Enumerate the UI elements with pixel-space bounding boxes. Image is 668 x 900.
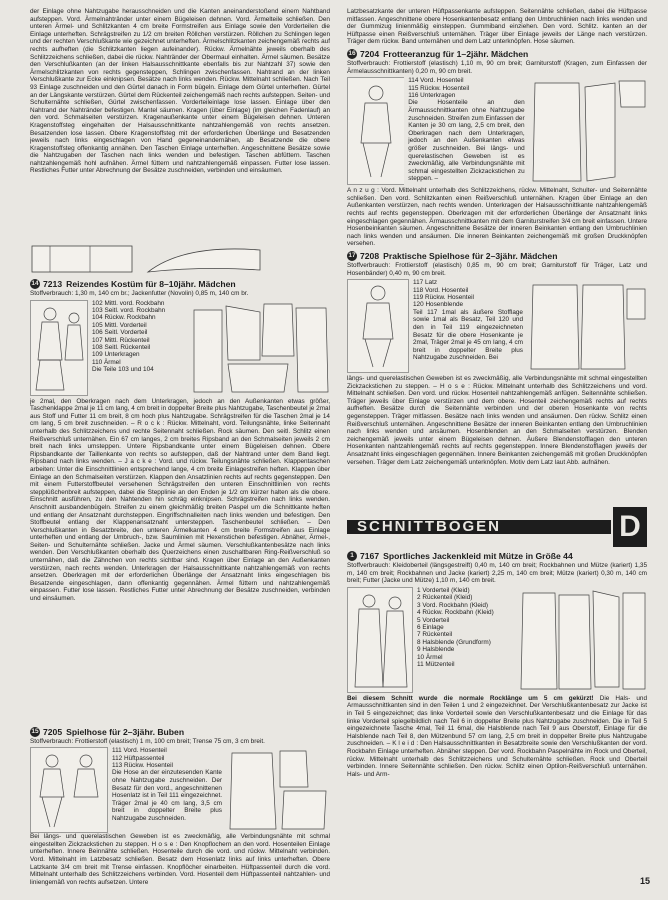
part-list bbox=[408, 77, 524, 99]
section-7213-heading bbox=[30, 279, 330, 289]
list-item: 104 Rückw. Rockbahn bbox=[92, 314, 156, 322]
left-column bbox=[30, 8, 330, 888]
section-7205-middle bbox=[112, 747, 222, 833]
list-item: 10 Ärmel bbox=[417, 653, 443, 661]
list-item: 115 Rückw. Hosenteil bbox=[408, 84, 470, 92]
costume-pattern-pieces bbox=[188, 300, 330, 396]
section-title: Reizendes Kostüm für 8–10jähr. Mädchen bbox=[66, 279, 236, 289]
list-item: 7 Rückenteil bbox=[417, 631, 453, 639]
part-list bbox=[112, 747, 222, 769]
right-column bbox=[347, 8, 647, 803]
section-7213-text: je 2mal, den Oberkragen nach dem Unterkragen, jedoch an den Außenkanten etwas größer, Taschenklappe 2mal je 11 cm lang, 4 cm breit in doppelter Breite plus Nahtzugabe, Taschenbeutel je 2mal aus Stoff und Futter 11 cm breit, 8 cm hoch plus Nahtzugabe. Schrägstreifen für die Taschen 2mal je 14 cm lang, 5 cm breit zuschneiden. – R o c k : Rückw. Mittelnaht, vord. Teilungsnähte, linke Seitennaht unterhalb des Schlitzzeichens und rechte Seitennaht schließen. Rock säumen. Den seitl. Schlitz einen Reißverschluß unternähen. Ein 67 cm langes, 2 cm breites Ripsband an den Schmalseiten jeweils 2 cm breit nach links umsteppen. Untere Ripsbandkante unter einem Bügeleisen dehnen. Obere Ripsbandkante der Taillenkante von rechts so aufsteppen, daß der Nahtrand unter dem Band liegt. Ripsband nach links wenden. – J a c k e : Vord. und rückw. Teilungsnähte schließen. Klappentaschen arbeiten: Unter die Einschnittlinien entsprechend lange, 4 cm breite Einlagestreifen heften. Klappen über Einlage an den Schmalseiten verstürzen. Klappen den Ansatzlinien rechts auf rechts gegensteppen. Den mit einem Futterstoffbeutel versehenen Schrägstreifen den unteren Einschnittlinien von rechts stepplüßchenbreit aufsteppen, dabei die Stepplinie an den Enden je 1/2 cm kürzer halten als die obere. Einschnitt ausführen, zu den Nahtenden hin schräg einknipsen. Schrägstreifen nach links wenden. Anschnitt ausbandenbügeln. Streifen zu einem gleichmäßig breiten Paspel um die Schnittkante heften und entlang der Ansatznaht durchsteppen. Eingriffschnalleiten nach links wenden und befestigen. Den Stoffbeutel entlang der Klappenansatznaht untersteppen. Taschenbeutel schließen. – Den Verschlußkanten in Besatzbreite, den unteren Ärmelkanten 4 cm breite Formstreifen aus Einlage unterheften und entlang der Umbruch-, bzw. Saumlinien mit Hexenstichen befestigen. Abnäher, Ärmel-, Seiten- und Schulternähte schließen. Jacke und Ärmel säumen. Verschlußkantenbesätze nach links wenden. Den Verschlußkanten oberhalb des Querzeichens einen zuschaltbaren Ring-Reißverschluß so unternähen, daß die Zähnchen von rechts sichtbar sind. Kragen über Einlage an den Außenkanten verstürzen, nach rechts wenden. Unterkragen der Halsausschnittkante nahtzahlengemäß von rechts ansetzen. Oberkragen mit der erforderlichen Überlänge der Ansatznaht links eingeschlagen bis Besatzende eingeschlagen, dann offenkantig gegennähen. Ärmel füttern und nahtzahlengemäß einpassen. Futter lose lassen. Restliches Futter unter Abrechnung der Besätze zuschneiden, verbinden und einsäumen. bbox=[30, 397, 330, 603]
section-text: Die Hosenteile an den Ärmausschnittkanten ohne Nahtzugabe zuschneiden. Streifen zum Einfassen der Kanten je 30 cm lang, 2,5 cm breit, den Oberkragen nach dem Unterkragen, jedoch an den Außenkanten etwas größer zuschneiden. Bei längs- und querelastischen Geweben ist es zweckmäßig, alle Verbindungsnähte mit schmal eingestellten Zickzackstichen zu steppen. – bbox=[408, 99, 525, 183]
section-highlight: Bei diesem Schnitt wurde die normale Rocklänge um 5 cm gekürzt! bbox=[347, 694, 594, 702]
list-item: 4 Rückw. Rockbahn (Kleid) bbox=[417, 609, 494, 617]
section-id: 7204 bbox=[360, 48, 380, 59]
costume-illustration bbox=[30, 300, 88, 396]
section-7205-text: Bei längs- und querelastischen Geweben ist es zweckmäßig, alle Verbindungsnähte mit schmal eingestellten Zickzackstichen zu steppen. H o s e : Den Knopflochern an den vord. Hosenteilen Einlage unterheften. Innere Beinnähte schließen. Hosenteile durch die vord. und rückw. Mittelnaht verbinden. Vord. Mittelnaht im Latzbesatz schließen. Besatz dem Hosenlatz links auf links unterheften. Obere Latzkante 3/4 cm breit mit Trense einfassen. Knopflöcher einarbeiten. Hüftpassenteil durch die vord. Mittelnaht unterhalb des Schlitzzeichens verbinden. Vord. Hosenteil dem Hüftpassenteil nahtzahlen- und liniengemäß von rechts aufsetzen. Untere bbox=[30, 833, 330, 886]
section-7208-middle bbox=[413, 279, 523, 375]
list-item: 114 Vord. Hosenteil bbox=[408, 77, 464, 85]
list-item: 116 Unterkragen bbox=[408, 91, 456, 99]
list-item: 109 Unterkragen bbox=[92, 351, 140, 359]
list-item: 108 Seitl. Rückenteil bbox=[92, 344, 151, 352]
collar-pattern-sketch bbox=[144, 242, 264, 276]
section-7204-heading bbox=[347, 49, 647, 59]
list-item: 105 Mittl. Vorderteil bbox=[92, 321, 147, 329]
section-7167-figure-row bbox=[347, 587, 647, 695]
section-7213-figure-row bbox=[30, 300, 330, 398]
part-list bbox=[413, 279, 523, 309]
section-7204-middle bbox=[408, 77, 524, 187]
play-pants-illustration bbox=[30, 747, 108, 833]
list-item: 2 Rückenteil (Kleid) bbox=[417, 594, 473, 602]
list-item: 111 Vord. Hosenteil bbox=[112, 747, 167, 755]
list-item: 1 Vorderteil (Kleid) bbox=[417, 586, 470, 594]
section-text: Teil 117 1mal als äußere Stofflage sowie 1mal als Besatz, Teil 120 und den in Teil 119 eingezeichneten Besatz für die obere Hosenkante je 2mal, Träger 2mal je 45 cm lang, 4 cm breit in doppelter Breite plus Nahtzugabe zuschneiden. Bei bbox=[413, 308, 523, 362]
section-7167-heading bbox=[347, 551, 647, 561]
section-7208-text: längs- und querelastischen Geweben ist es zweckmäßig, alle Verbindungsnähte mit schmal eingestellten Zickzackstichen zu steppen. – H o s e : Rückw. Mittelnaht unterhalb des Schlitzzeichens und vord. Mittelnaht schließen. Den vord. und rückw. Hosenteil nahtzahlengemäß anfügen. Seitennähte schließen. Träger jeweils über Einlage verstürzen und dem obere. Hosenteil zeichengemäß rechts auf rechts aufheften. Besätze durch die Seitennähte verbinden und der oberen Hosenkante von rechts gegensteppen. Träger mitfassen. Besätze nach links wenden und ansäumen. Den rückw. Schlitz einen Reißverschluß unternähen. Angeschnittene Besätze der inneren Beinkanten entlang den Umbruchlinien nach links wenden und ansäumen. Hosenblenden an den Schmalseiten verstürzen. Blenden zeichengemäß jeweils unter einem Bügeleisen dehnen. Äußere Blendenstofflagen den unteren Hosenkanten nahtzahlengemäß rechts auf rechts gegensteppen. Innere Blendenstofflagen jeweils der Ansatznaht links eingeschlagen gegennähen. Innere Beinkanten zeichengemäß mit großen Druckknöpfen versehen. Träger dem Latz zeichengemäß unterknöpfen. Motiv dem Latz laut Abb. aufnähen. bbox=[347, 375, 647, 466]
jacket-dress-pattern-pieces bbox=[519, 587, 647, 693]
section-supply: Stoffverbrauch: Frottierstoff (elastisch) 0,85 m, 90 cm breit; Garniturstoff für Träger, Latz und Hosenbänder) 0,40 m, 90 cm breit. bbox=[347, 261, 647, 277]
section-number-badge: 16 bbox=[348, 49, 356, 57]
list-item: 102 Mittl. vord. Rockbahn bbox=[92, 299, 165, 307]
banner-title: SCHNITTBOGEN bbox=[347, 520, 611, 534]
section-supply: Stoffverbrauch: 1,30 m, 140 cm br.; Jackenfutter (Novolin) 0,85 m, 140 cm br. bbox=[30, 290, 249, 297]
section-7205-heading bbox=[30, 727, 330, 737]
schnittbogen-banner bbox=[347, 507, 647, 547]
section-number-badge: 15 bbox=[31, 727, 39, 735]
section-7204-text: A n z u g : Vord. Mittelnaht unterhalb des Schlitzzeichens, rückw. Mittelnaht, Schulter- und Seitennähte schließen. Den vord. Schlitzkanten einen Reißverschluß unternähen. Kragen über Einlage an den Außenkanten verstürzen, nach rechts wenden. Unterkragen der Halsausschnittkante nahtzahlengemäß rechts auf rechts gegensteppen. Oberkragen mit der erforderlichen Überlänge der Ansatznaht links eingeschlagen gegennähen. Ärmausschnittkanten mit dem Garniturstreifen 3/4 cm breit einfassen. Untere Hosenbeinkanten säumen. Angeschnittene Besätze der inneren Beinkanten entlang den Umbruchlinien nach links wenden und ansäumen. Die inneren Beinkanten zeichengemäß mit großen Druckknöpfen versehen. bbox=[347, 187, 647, 248]
part-list bbox=[417, 587, 515, 695]
list-item: 11 Mützenteil bbox=[417, 660, 455, 668]
section-7204-figure-row bbox=[347, 77, 647, 187]
section-7167-text bbox=[347, 695, 647, 801]
list-item: 5 Vorderteil bbox=[417, 616, 450, 624]
section-7208-figure-row bbox=[347, 279, 647, 375]
section-id: 7167 bbox=[360, 551, 380, 562]
romper-pattern-pieces bbox=[529, 77, 647, 185]
list-item: 113 Rückw. Hosenteil bbox=[112, 762, 173, 769]
section-text: Die Hals- und Armausschnittkanten sind in den Teilen 1 und 2 eingezeichnet. Der Verschlußkantenbesatz zur Jacke ist in Teil 5 eingezeichnet; das linke Vorderteil sowie den Verschlußkantenbesatz und die Einlage für das linke Vorderteil spiegelbildlich nach Teil 6 in doppelter Breite plus Nahtzugabe zuschneiden. Die in Teil 5 eingezeichnete Tasche 4mal, Teil 11 6mal, die Halsblende nach Teil 9 aus Oberstoff, Einlage für die Halsblende nach Teil 8, den Mützenbund 57 cm lang, 2,5 cm breit in doppelter Breite plus Nahtzugabe zuschneiden. – K l e i d : Den Halsausschnittkanten in Besatzbreite sowie den Verschlußkanten der vord. Rockbahn Einlage unterheften. Abnäher steppen. Der vord. Rockbahn Paspelnähte im Rock und Oberteil, rückw. Mittelnaht unterhalb des Schlitzzeichens und Schulternähte schließen. Rock und Oberteil verbinden. Innere Seitennähte schließen. Den rückw. Schlitz einen Optilon-Reißverschluß unternähen. Hals- und Arm- bbox=[347, 694, 647, 778]
section-7205-figure-row bbox=[30, 747, 330, 833]
list-item: 107 Mittl. Rückenteil bbox=[92, 336, 150, 344]
section-text: Die Hose an der einzutesenden Kante ohne Nahtzugabe zuschneiden. Der Besatz für den vord., angeschnittenen Hosenlatz ist in Teil 111 eingezeichnet. Träger 2mal je 40 cm lang, 3,5 cm breit in doppelter Breite plus Nahtzugabe zuschneiden. bbox=[112, 769, 222, 822]
section-title: Sportliches Jackenkleid mit Mütze in Größe 44 bbox=[383, 551, 573, 562]
jacket-dress-illustration bbox=[347, 587, 413, 693]
pocket-sketch-row bbox=[30, 242, 330, 276]
list-item: 3 Vord. Rockbahn (Kleid) bbox=[417, 601, 489, 609]
list-item: 119 Rückw. Hosenteil bbox=[413, 293, 474, 301]
pocket-pattern-sketch bbox=[30, 242, 140, 276]
section-id: 7208 bbox=[360, 250, 380, 261]
list-item: 106 Seitl. Vorderteil bbox=[92, 329, 148, 337]
section-7208-heading bbox=[347, 251, 647, 261]
list-item: 110 Ärmel bbox=[92, 358, 121, 366]
section-title: Frotteeranzug für 1–2jähr. Mädchen bbox=[383, 48, 529, 59]
section-id: 7213 bbox=[43, 279, 63, 289]
section-supply: Stoffverbrauch: Frottierstoff (elastisch) 1 m, 100 cm breit; Trense 75 cm, 3 cm breit. bbox=[30, 737, 265, 745]
section-number-badge: 17 bbox=[348, 251, 356, 259]
list-item: Die Teile 103 und 104 bbox=[92, 366, 154, 374]
list-item: 120 Hosenblende bbox=[413, 301, 464, 309]
continued-text: Latzbesatzkante der unteren Hüftpassenkante aufsteppen. Seitennähte schließen, dabei die Hüftpasse mitfassen. Angeschnittene obere Hosenkantenbesatz entlang den Umbruchlinien nach links wenden und der Gummizug linienmäßig einsteppen. Gummiband einziehen. Den vord. Schlitz. kanten an der Hüftpasse einen Reißverschluß unternähen. Träger über Einlage jeweils der Länge nach verstürzen. Träger dem rückw. Band unternähen und dem Latz unterknöpfen. Hose säumen. bbox=[347, 8, 647, 46]
list-item: 6 Einlage bbox=[417, 623, 444, 631]
section-number-badge: 1 bbox=[347, 551, 357, 561]
list-item: 112 Hüftpassenteil bbox=[112, 754, 165, 762]
list-item: 9 Halsblende bbox=[417, 646, 455, 654]
page-number: 15 bbox=[639, 876, 650, 886]
section-supply: Stoffverbrauch: Frottierstoff (elastisch) 1,10 m, 90 cm breit; Garniturstoff (Kragen, zum Einfassen der Ärmelausschnittkanten) 0,20 m, 90 cm breit. bbox=[347, 59, 647, 75]
intro-paragraph: der Einlage ohne Nahtzugabe herausschneiden und die Kanten aneinanderstoßend einem Nahtband aufsteppen. Vord. Ärmelnahtränder unter einem Bügeleisen dehnen. Vord. Ärmelteile schließen. Den unteren Ärmel- und Schlitzkanten 4 cm breite Formstreifen aus Einlage sowie den Vorderteilen die Einlage unterheften. Schrägstreifen zu 1/2 cm breiten Röllchen verstürzen. Röllchen zu Schlingen legen und der rechten Verschlußkante wie gezeichnet unterheften. Ärmelschlitzkanten zeichengemäß rechts auf rechts aufheften (die Schlitzkanten liegen aufeinander). Rückw. Ärmelnähte jeweils oberhalb des Schlitzzeichens schließen, dabei die rückw. Nahtränder der Obermaul einhalten. Ärmel säumen. Besätze den Verschlußkanten (an der linken Halsausschnittkante ebenfalls bis zur Nahtzahl 37) sowie den Ärmelschlitzkanten von rechts gegensteppen, Schlingen zwischenfassen. Nahtrand an der linken Verschlußkante zur Ecke einknipsen. Besätze nach links wenden. Rückw. Mittelnaht schließen. Nach Teil 93 Einlage zuschneiden und den Gürtel danach in Form bügeln. Einlage dem Gürtel unterheften. Gürtel an der Längskante verstürzen. Gürtel dem Rückenteil zeichengemäß nach rechts aufsteppen. Seiten- und Schulternähte schließen, Gürtel zwischenfassen. Vorderteileinlage lose lassen. Einlage über den Nahtrand der Nahtränder befestigen. Mantel säumen. Kragen (über Einlage) (im gleichen Fadenlauf) an den vord. Schmalseiten verstürzen. Kragenaußenkante unter einem Bügeleisen dehnen. Unteren Kragenstoffsteg eingehalten der Halsausschnittkante nahtzahlengemäß von rechts ansetzen. Besatzenden lose lassen. Obere Kragenstoffsteg mit der erforderlichen Überlänge und Besatzenden jeweils nach links eingeschlagen von Hand gegeneinandernähen, ab Besatzende die obere Kragenstoffsteg offenkantig annähen. Den Taschen Einlage unterheften. Angeschnittene Besätze sowie die Nahtzugaben der Taschen nach links wenden und befestigen. Taschen abfüttern. Taschen nahtzahlengemäß hohl aufnähen. Ärmel füttern und nahtzahlengemäß einpassen. Futter lose lassen. Restliches Futter unter Abrechnung der Besätze zuschneiden, verbinden und einsäumen. bbox=[30, 8, 330, 175]
list-item: 103 Seitl. vord. Rockbahn bbox=[92, 307, 166, 314]
list-item: 117 Latz bbox=[413, 279, 438, 287]
section-id: 7205 bbox=[43, 726, 63, 737]
romper-illustration bbox=[347, 77, 404, 185]
part-list bbox=[92, 300, 184, 398]
list-item: 8 Halsblende (Grundform) bbox=[417, 638, 491, 646]
section-title: Spielhose für 2–3jähr. Buben bbox=[66, 726, 185, 737]
play-pants-pattern-pieces bbox=[226, 747, 330, 833]
section-number-badge: 14 bbox=[31, 280, 39, 287]
list-item: 118 Vord. Hosenteil bbox=[413, 286, 469, 294]
girl-playsuit-illustration bbox=[347, 279, 409, 373]
banner-letter: D bbox=[613, 507, 647, 547]
girl-playsuit-pattern-pieces bbox=[527, 279, 647, 373]
section-supply: Stoffverbrauch: Kleidoberteil (längsgestreift) 0,40 m, 140 cm breit; Rockbahnen und Mütze (kariert) 1,35 m, 140 cm breit; Rockbahnen und Jacke (kariert) 2,25 m, 140 cm breit; Mütze (kariert) 0,30 m, 140 cm breit; Futter (Jacke und Mütze) 1,10 m, 140 cm breit. bbox=[347, 562, 647, 585]
section-title: Praktische Spielhose für 2–3jähr. Mädchen bbox=[383, 250, 558, 261]
